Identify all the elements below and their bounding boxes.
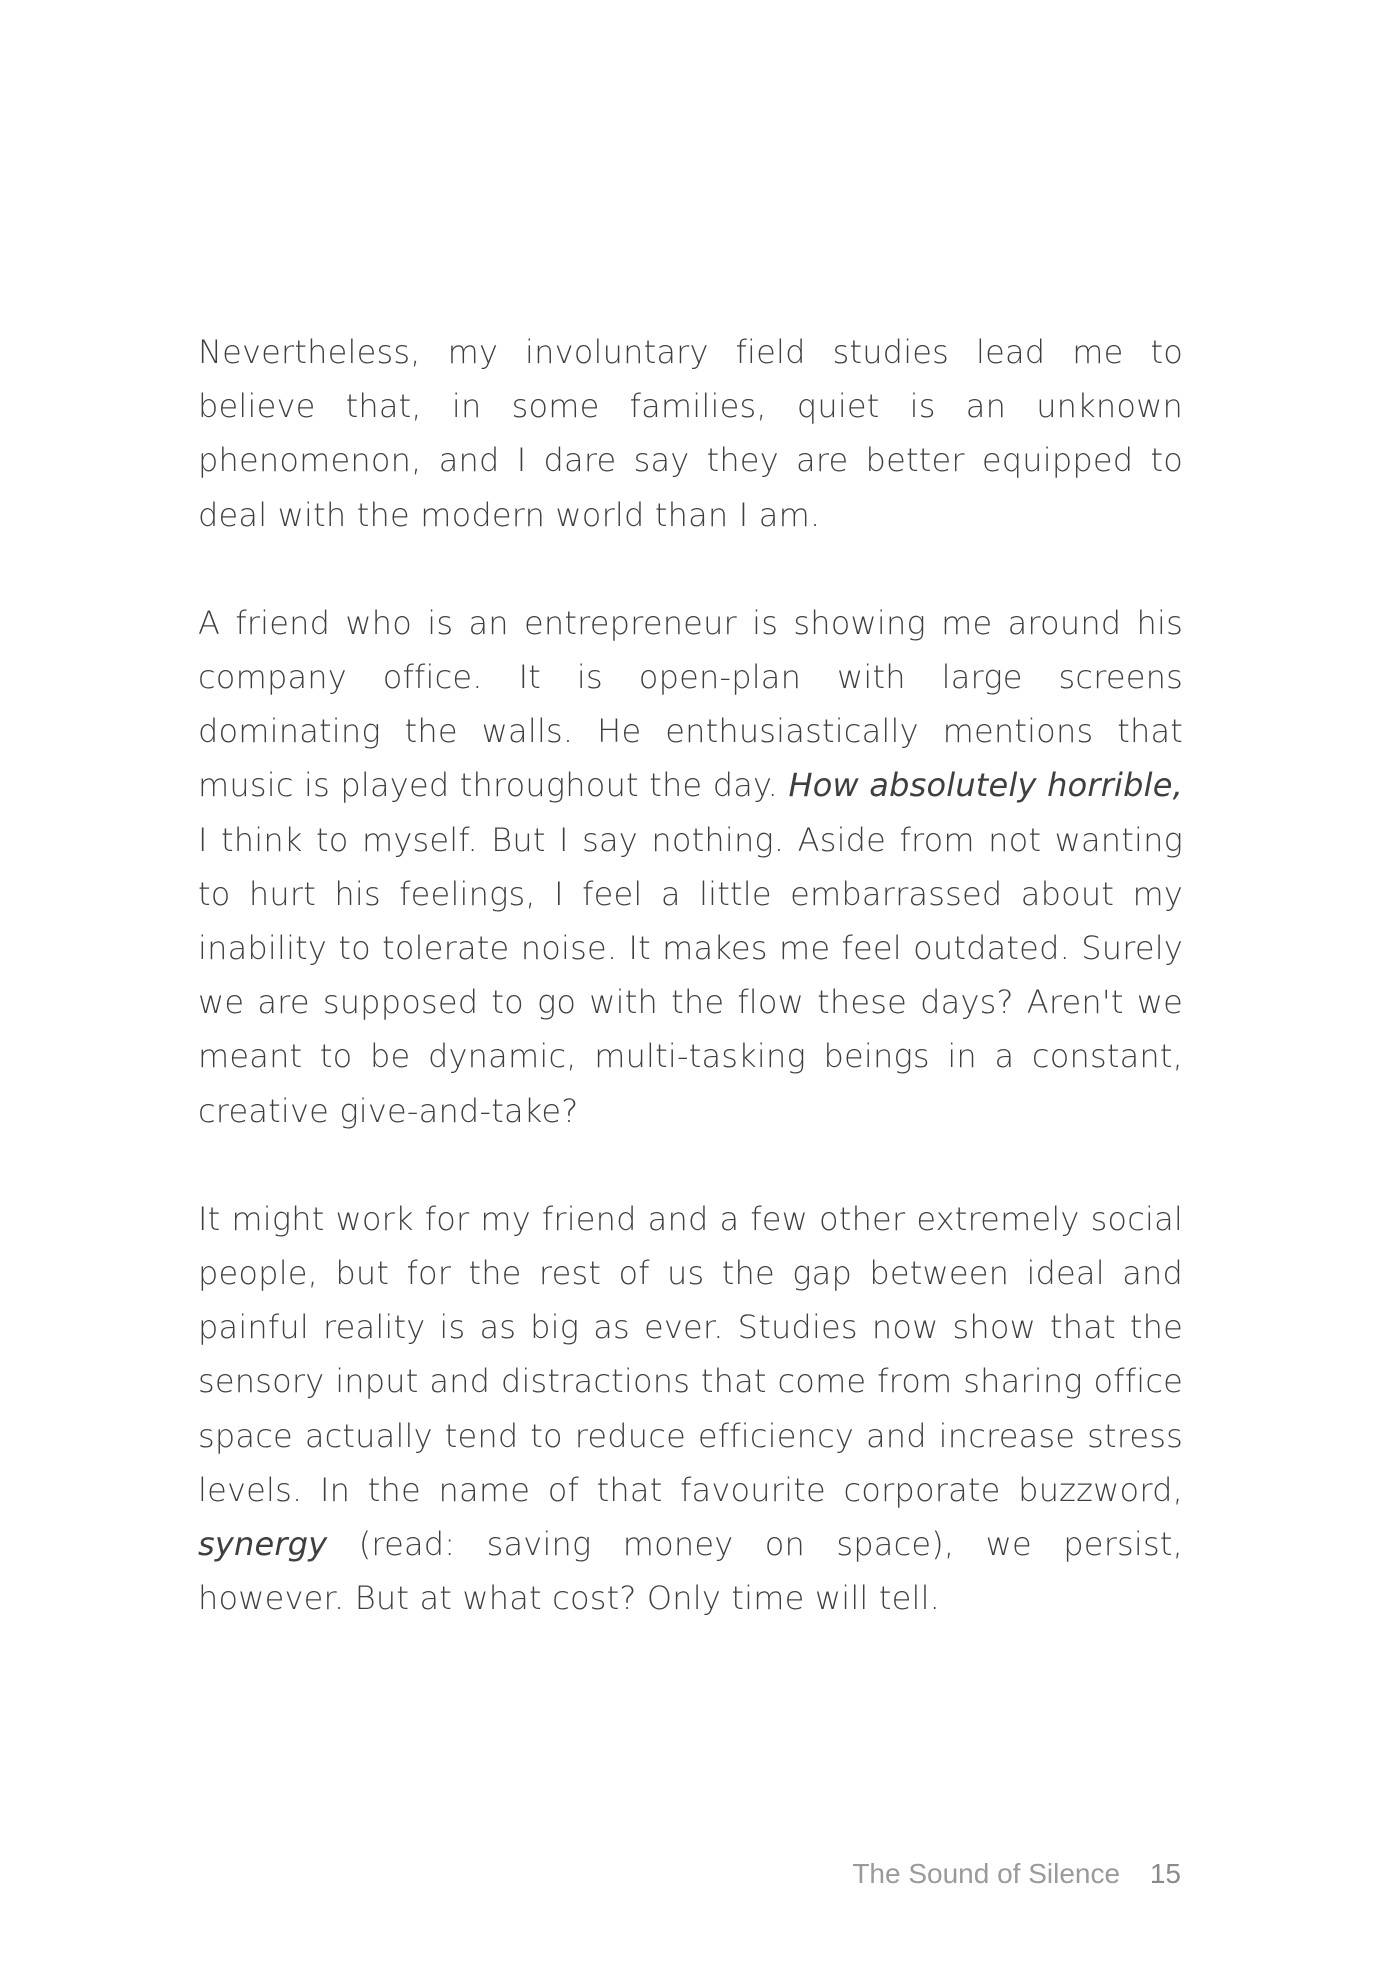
paragraph-2-text-b: I think to myself. But I say nothing. Aside from not wanting to hurt his feelings, I feel a little embarrassed about my inability to tolerate noise. It makes me feel outdated. Surely we are supposed to go with the flow these days? Aren't we meant to be dynamic, multi-tasking beings in a constant, creative give-and-take?	[198, 820, 1183, 1130]
paragraph-1-text: Nevertheless, my involuntary field studies lead me to believe that, in some families, quiet is an unknown phenomenon, and I dare say they are better equipped to deal with the modern world than I am.	[198, 333, 1183, 534]
paragraph-2	[198, 596, 1183, 1138]
body-text	[198, 325, 1183, 1679]
paragraph-1	[198, 325, 1183, 542]
paragraph-2-italic: How absolutely horrible,	[788, 766, 1184, 805]
running-footer	[852, 1858, 1181, 1890]
page-number: 15	[1149, 1858, 1181, 1889]
paragraph-3-text-a: It might work for my friend and a few other extremely social people, but for the rest of us the gap between ideal and painful reality is as big as ever. Studies now show that the sensory input and distractions that come from sharing office space actually tend to reduce efficiency and increase stress levels. In the name of that favourite corporate buzzword,	[198, 1199, 1183, 1509]
paragraph-3-italic: synergy	[198, 1525, 328, 1564]
paragraph-2-text-a: A friend who is an entrepreneur is showing me around his company office. It is open-plan with large screens dominating the walls. He enthusiastically mentions that music is played throughout the day.	[198, 603, 1183, 805]
footer-book-title: The Sound of Silence	[852, 1858, 1121, 1889]
paragraph-3	[198, 1192, 1183, 1626]
paragraph-3-text-b: (read: saving money on space), we persist, however. But at what cost? Only time will tell.	[198, 1525, 1183, 1618]
